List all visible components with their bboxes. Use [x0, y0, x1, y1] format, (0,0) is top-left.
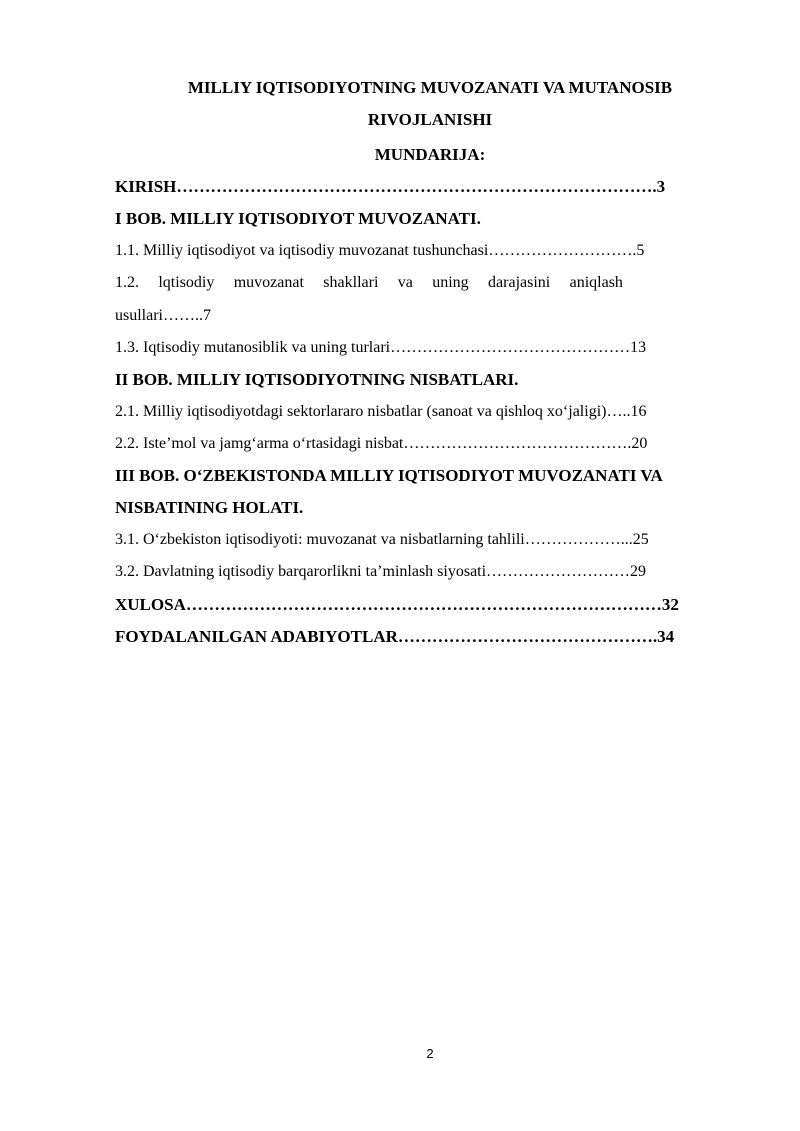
- document-title-line-2: RIVOJLANISHI: [367, 110, 493, 129]
- toc-section-1-2-word: 1.2.: [115, 274, 139, 291]
- toc-section-1-2-word: uning: [432, 274, 469, 291]
- toc-section-1-2-word: aniqlash: [569, 274, 623, 291]
- document-title-line-1: MILLIY IQTISODIYOTNING MUVOZANATI VA MUTANOSIB: [187, 78, 673, 97]
- toc-section-1-2-word: va: [397, 274, 413, 291]
- page-number: 2: [426, 1046, 434, 1061]
- toc-entry-xulosa: XULOSA…………………………………………………………………………32: [115, 595, 679, 614]
- toc-chapter-3-line-1: III BOB. O‘ZBEKISTONDA MILLIY IQTISODIYOT MUVOZANATI VA: [115, 466, 663, 485]
- toc-section-1-2-word: muvozanat: [233, 274, 304, 291]
- toc-chapter-2: II BOB. MILLIY IQTISODIYOTNING NISBATLARI.: [115, 370, 519, 389]
- contents-heading: MUNDARIJA:: [374, 145, 486, 164]
- toc-section-1-1: 1.1. Milliy iqtisodiyot va iqtisodiy muvozanat tushunchasi……………………….5: [115, 242, 645, 259]
- toc-section-1-2-continuation: usullari……..7: [115, 307, 211, 324]
- toc-section-1-2-word: lqtisodiy: [158, 274, 215, 291]
- toc-section-3-2: 3.2. Davlatning iqtisodiy barqarorlikni ta’minlash siyosati………………………29: [115, 563, 647, 580]
- toc-entry-kirish: KIRISH………………………………………………………………………….3: [115, 177, 666, 196]
- toc-section-1-2-word: darajasini: [488, 274, 551, 291]
- toc-chapter-3-line-2: NISBATINING HOLATI.: [115, 498, 304, 517]
- toc-entry-adabiyotlar: FOYDALANILGAN ADABIYOTLAR……………………………………….34: [115, 627, 675, 646]
- toc-section-1-2: [115, 273, 623, 293]
- toc-section-2-1: 2.1. Milliy iqtisodiyotdagi sektorlararo nisbatlar (sanoat va qishloq xo‘jaligi)…..16: [115, 403, 647, 420]
- toc-section-1-2-word: shakllari: [323, 274, 379, 291]
- toc-section-3-1: 3.1. O‘zbekiston iqtisodiyoti: muvozanat va nisbatlarning tahlili………………...25: [115, 531, 649, 548]
- toc-chapter-1: I BOB. MILLIY IQTISODIYOT MUVOZANATI.: [115, 209, 481, 228]
- toc-section-2-2: 2.2. Iste’mol va jamg‘arma o‘rtasidagi nisbat…………………………………….20: [115, 435, 648, 452]
- toc-section-1-3: 1.3. Iqtisodiy mutanosiblik va uning turlari………………………………………13: [115, 339, 647, 356]
